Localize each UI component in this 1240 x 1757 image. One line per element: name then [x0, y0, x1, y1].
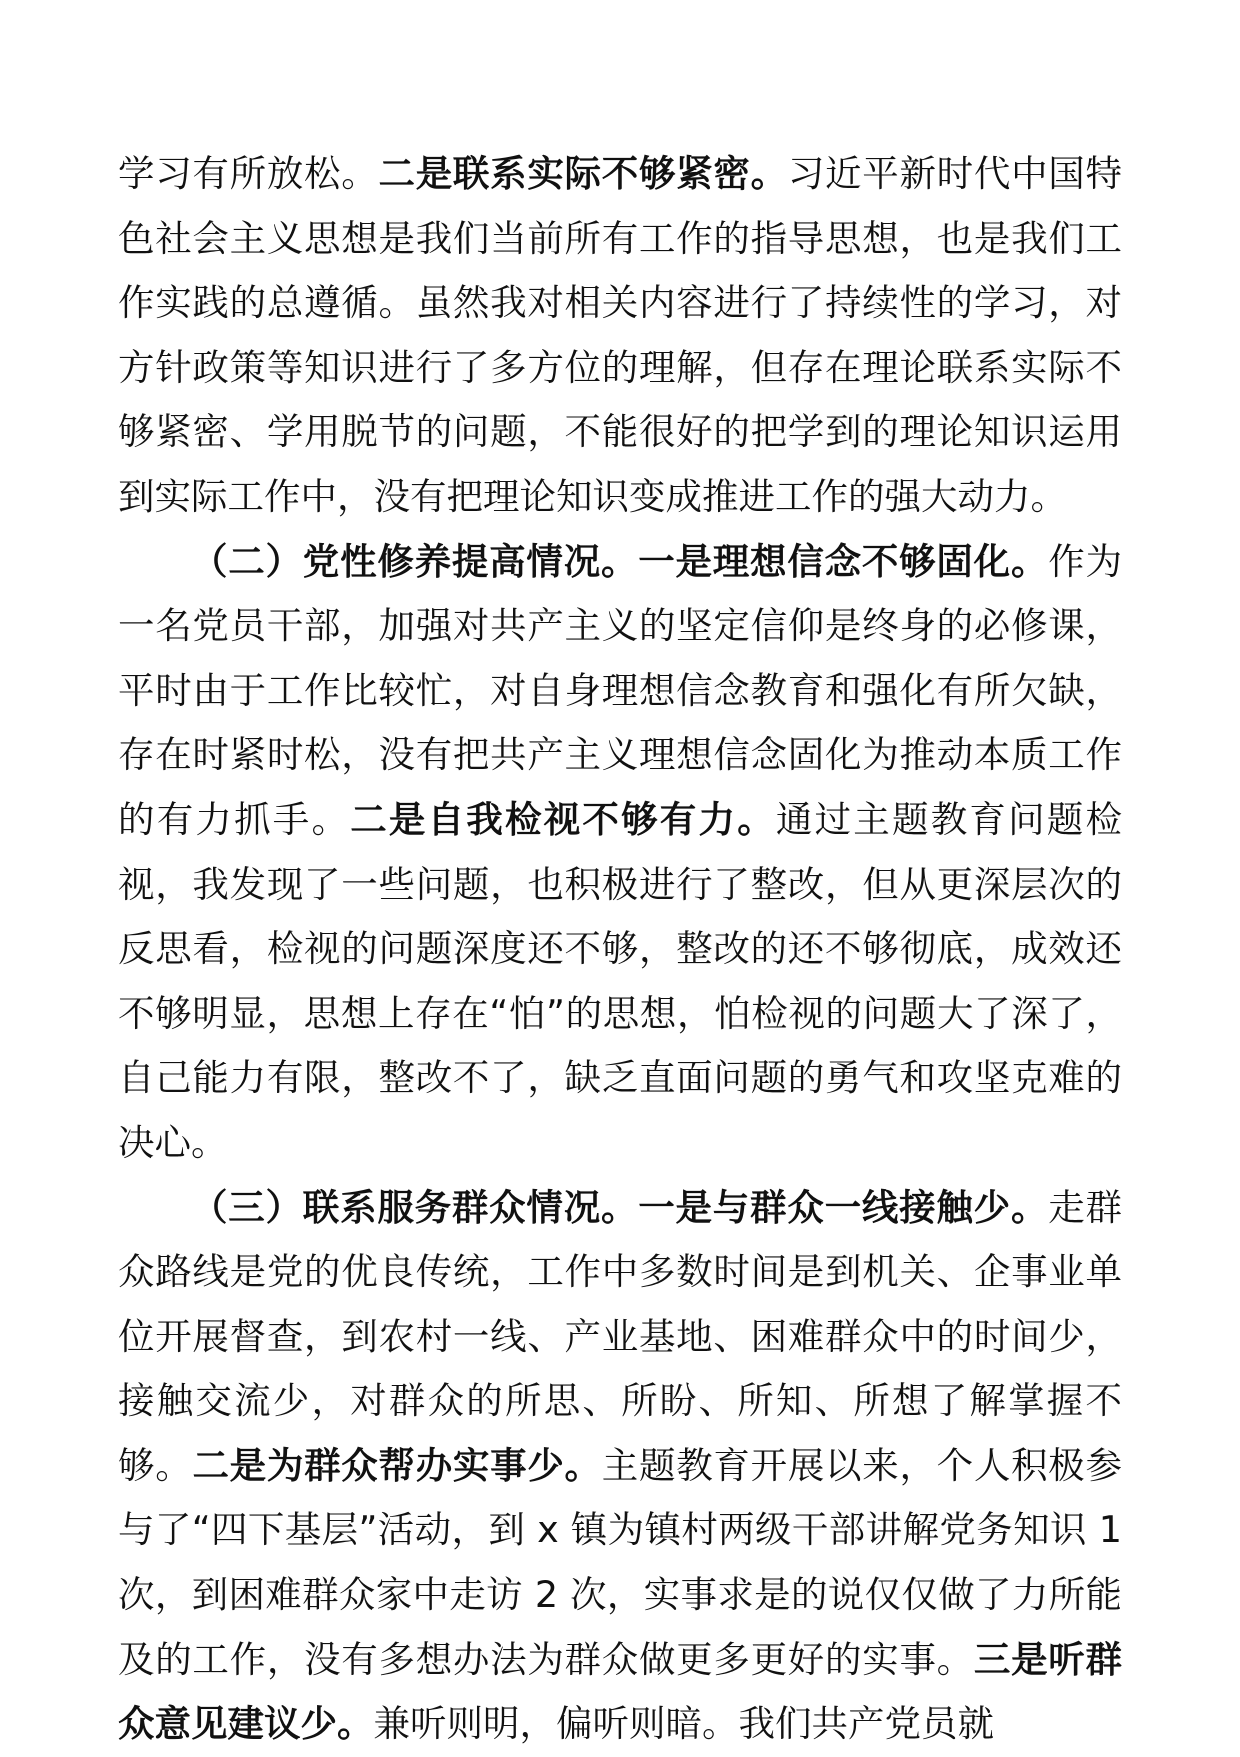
section-heading-run: （三）联系服务群众情况。一是与群众一线接触少。: [191, 1185, 1049, 1229]
paragraph-serving-masses: [118, 1176, 1122, 1757]
text-run: 走群众路线是党的优良传统，工作中多数时间是到机关、企事业单位开展督查，到农村一线、产业基地、困难群众中的时间少，接触交流少，对群众的所思、所盼、所知、所想了解掌握不够。: [118, 1185, 1123, 1487]
bold-heading-run: 二是联系实际不够紧密。: [378, 152, 788, 195]
bold-heading-run: 二是为群众帮办实事少。: [192, 1443, 602, 1487]
text-run: 作为一名党员干部，加强对共产主义的坚定信仰是终身的必修课，平时由于工作比较忙，对自身理想信念教育和强化有所欠缺，存在时紧时松，没有把共产主义理想信念固化为推动本质工作的有力抓手。: [118, 539, 1123, 841]
bold-heading-run: 二是自我检视不够有力。: [350, 797, 776, 841]
text-run: 兼听则明，偏听则暗。我们共产党员就: [373, 1702, 994, 1746]
text-run: 通过主题教育问题检视，我发现了一些问题，也积极进行了整改，但从更深层次的反思看，检视的问题深度还不够，整改的还不够彻底，成效还不够明显，思想上存在“怕”的思想，怕检视的问题大了深了，自己能力有限，整改不了，缺乏直面问题的勇气和攻坚克难的决心。: [118, 797, 1123, 1164]
text-run: 主题教育开展以来，个人积极参与了“四下基层”活动，到 x 镇为镇村两级干部讲解党务知识 1 次，到困难群众家中走访 2 次，实事求是的说仅仅做了力所能及的工作，没有多想办法为群众做更多更好的实事。: [118, 1443, 1123, 1681]
paragraph-party-cultivation: [118, 530, 1122, 1176]
document-body: [118, 142, 1122, 1757]
text-run: 习近平新时代中国特色社会主义思想是我们当前所有工作的指导思想，也是我们工作实践的总遵循。虽然我对相关内容进行了持续性的学习，对方针政策等知识进行了多方位的理解，但存在理论联系实际不够紧密、学用脱节的问题，不能很好的把学到的理论知识运用到实际工作中，没有把理论知识变成推进工作的强大动力。: [118, 152, 1123, 518]
section-heading-run: （二）党性修养提高情况。一是理想信念不够固化。: [191, 539, 1049, 583]
bold-heading-run: 三是听群众意见建议少。: [118, 1637, 1123, 1746]
text-run: 学习有所放松。: [118, 152, 379, 195]
paragraph-study-continued: [118, 142, 1122, 530]
